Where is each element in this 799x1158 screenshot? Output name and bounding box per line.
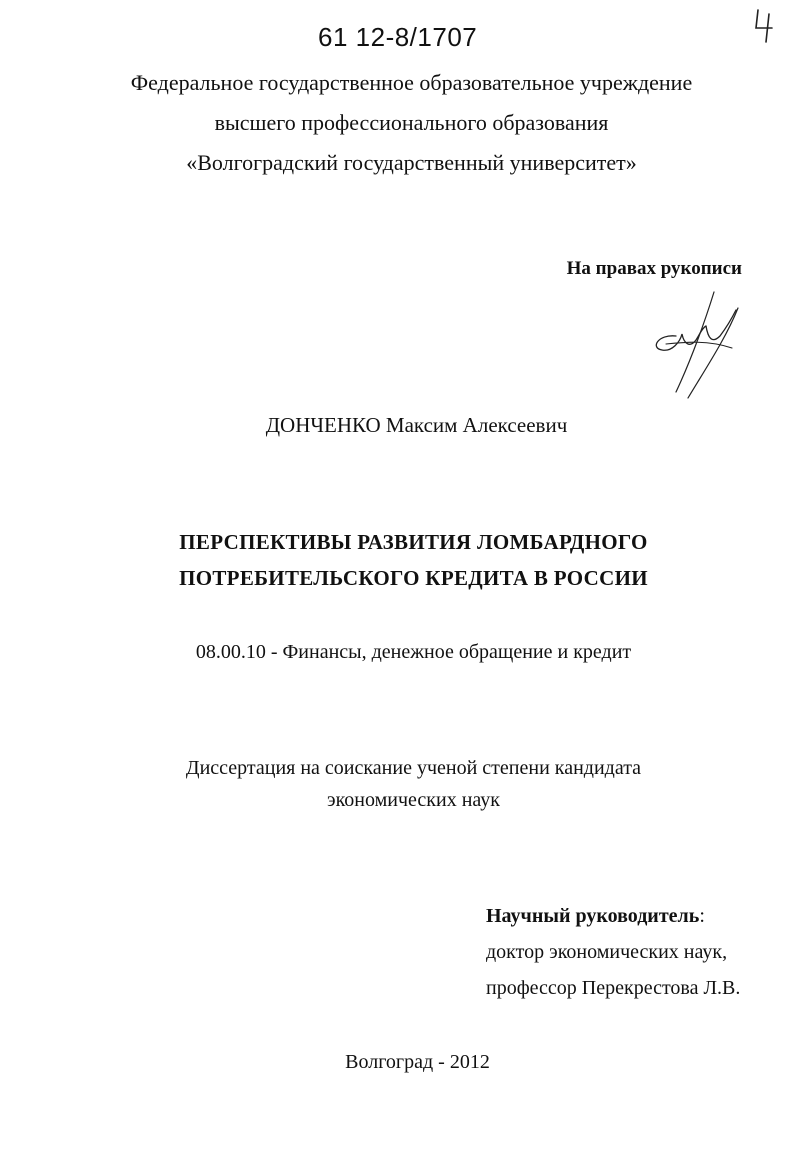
supervisor-name: профессор Перекрестова Л.В. bbox=[486, 977, 741, 999]
handwritten-signature bbox=[636, 288, 746, 400]
catalog-number: 61 12-8/1707 bbox=[318, 22, 478, 52]
supervisor-label bbox=[486, 905, 705, 928]
dissertation-line-2: экономических наук bbox=[327, 789, 500, 811]
supervisor-label-text: Научный руководитель bbox=[486, 905, 700, 927]
thesis-title-line-2: ПОТРЕБИТЕЛЬСКОГО КРЕДИТА В РОССИИ bbox=[179, 566, 648, 590]
institution-line-1: Федеральное государственное образовательное учреждение bbox=[130, 70, 693, 95]
supervisor-degree: доктор экономических наук, bbox=[486, 941, 728, 963]
institution-line-2: высшего профессионального образования bbox=[214, 110, 609, 135]
thesis-title-line-1: ПЕРСПЕКТИВЫ РАЗВИТИЯ ЛОМБАРДНОГО bbox=[179, 530, 648, 554]
manuscript-note: На правах рукописи bbox=[566, 258, 742, 279]
author-name: ДОНЧЕНКО Максим Алексеевич bbox=[265, 413, 568, 437]
specialty-code: 08.00.10 - Финансы, денежное обращение и кредит bbox=[195, 641, 632, 663]
handwritten-page-mark bbox=[752, 6, 782, 46]
place-and-year: Волгоград - 2012 bbox=[345, 1051, 490, 1073]
institution-line-3: «Волгоградский государственный университет» bbox=[186, 150, 637, 175]
supervisor-label-colon: : bbox=[699, 905, 705, 927]
dissertation-line-1: Диссертация на соискание ученой степени кандидата bbox=[185, 757, 642, 779]
